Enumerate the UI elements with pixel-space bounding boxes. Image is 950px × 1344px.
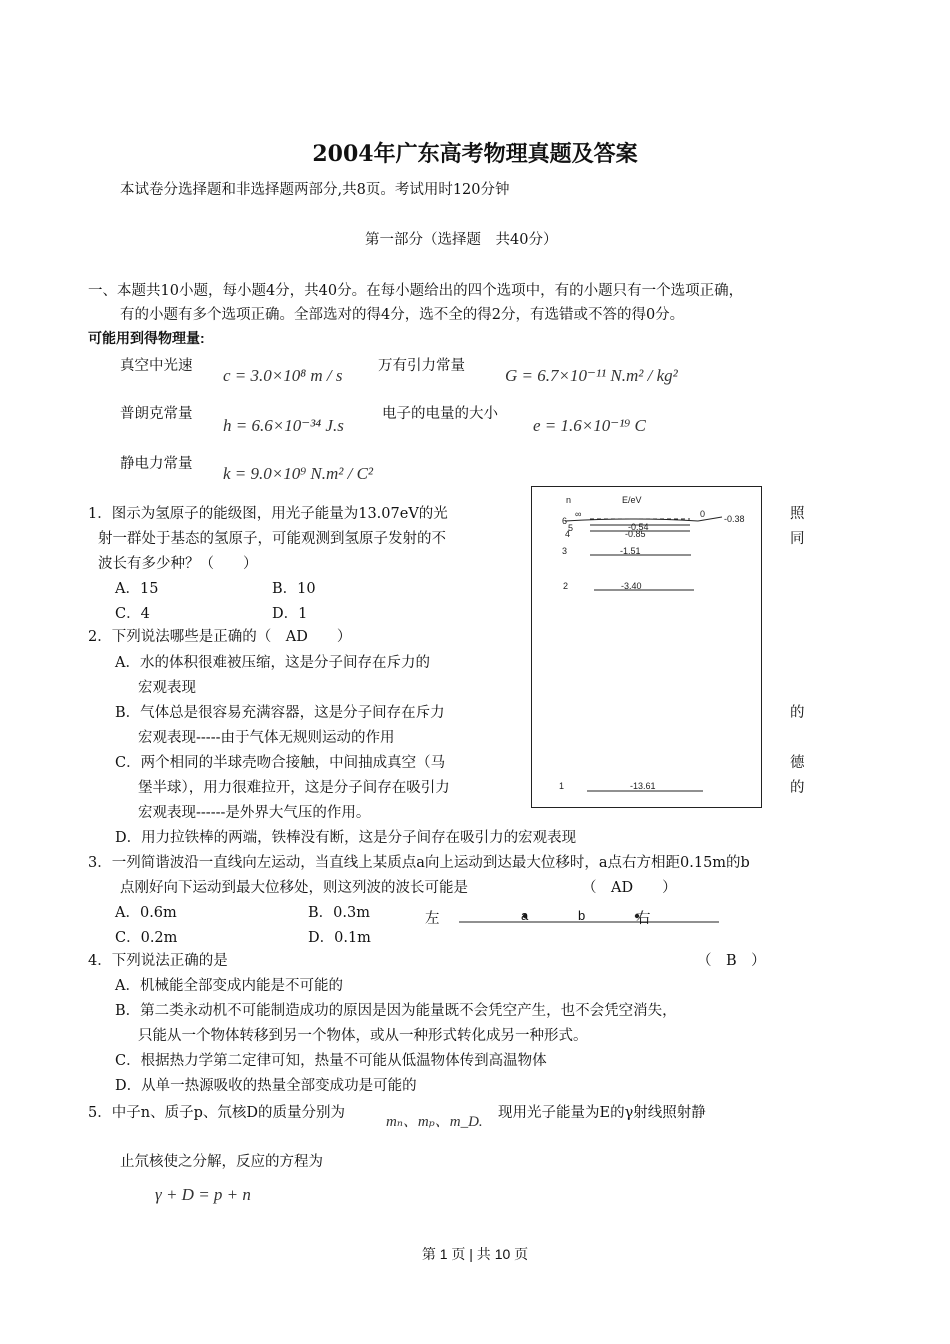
- diagram-level-6-energy: -0.38: [724, 514, 745, 524]
- q4-option-b-line1: B．第二类永动机不可能制造成功的原因是因为能量既不会凭空产生，也不会凭空消失，: [115, 1003, 677, 1019]
- electron-charge-label: 电子的电量的大小: [382, 406, 498, 422]
- diagram-level-infinity-line: [565, 519, 698, 521]
- q3-option-a: A．0.6m: [115, 905, 177, 921]
- q4-answer: （ B ）: [697, 953, 766, 969]
- light-speed-formula: c = 3.0×10⁸ m / s: [223, 366, 343, 385]
- q2-option-c-line1: C．两个相同的半球壳吻合接触，中间抽成真空（马: [115, 755, 446, 771]
- q1-line3: 波长有多少种？（ ）: [98, 556, 258, 572]
- electron-charge-formula: e = 1.6×10⁻¹⁹ C: [533, 416, 646, 435]
- page-footer: 第 1 页 | 共 10 页: [421, 1246, 529, 1262]
- wave-line-diagram: [455, 905, 725, 929]
- q2-option-c-tail1: 德: [790, 755, 805, 771]
- q5-line1-start: 5．中子n、质子p、氘核D的质量分别为: [88, 1105, 345, 1121]
- q4-option-c: C．根据热力学第二定律可知，热量不可能从低温物体传到高温物体: [115, 1053, 547, 1069]
- q1-option-a: A．15: [115, 581, 159, 597]
- q2-option-b-line2: 宏观表现-----由于气体无规则运动的作用: [138, 730, 395, 746]
- section-one-line1: 一、本题共10小题，每小题4分，共40分。在每小题给出的四个选项中，有的小题只有一个选项正确，: [88, 283, 744, 299]
- gravitational-formula: G = 6.7×10⁻¹¹ N.m² / kg²: [505, 366, 678, 385]
- diagram-n-header: n: [566, 495, 572, 505]
- diagram-infinity: ∞: [575, 509, 582, 519]
- diagram-zero: 0: [700, 509, 706, 519]
- diagram-level-5-energy: -0.54: [628, 522, 649, 532]
- q1-line2: 射一群处于基态的氢原子，可能观测到氢原子发射的不: [98, 531, 446, 547]
- q3-answer: （ AD ）: [582, 880, 677, 896]
- q4-stem: 4．下列说法正确的是: [88, 953, 228, 969]
- q2-option-d: D．用力拉铁棒的两端，铁棒没有断，这是分子间存在吸引力的宏观表现: [115, 830, 577, 846]
- electrostatic-label: 静电力常量: [120, 456, 193, 472]
- wave-right-label: 右: [636, 911, 651, 927]
- diagram-e-header: E/eV: [622, 495, 642, 505]
- energy-level-diagram: [531, 486, 762, 808]
- diagram-level-1-energy: -13.61: [630, 781, 656, 791]
- page-title: 2004年广东高考物理真题及答案: [312, 141, 638, 167]
- diagram-level-3-energy: -1.51: [620, 546, 641, 556]
- q5-line1-end: 现用光子能量为E的γ射线照射静: [498, 1105, 706, 1121]
- q2-option-c-tail2: 的: [790, 780, 805, 796]
- diagram-level-3-n: 3: [562, 546, 568, 556]
- q2-option-c-line2: 堡半球），用力很难拉开，这是分子间存在吸引力: [138, 780, 450, 796]
- q1-line1-tail: 照: [790, 506, 805, 522]
- diagram-level-2-energy: -3.40: [621, 581, 642, 591]
- q3-option-d: D．0.1m: [308, 930, 371, 946]
- section-one-line2: 有的小题有多个选项正确。全部选对的得4分，选不全的得2分，有选错或不答的得0分。: [120, 307, 685, 323]
- q4-option-a: A．机械能全部变成内能是不可能的: [115, 978, 343, 994]
- wave-left-label: 左: [425, 911, 440, 927]
- intro-text: 本试卷分选择题和非选择题两部分,共8页。考试用时120分钟: [120, 182, 510, 198]
- wave-b-label: b: [578, 908, 586, 923]
- part-heading: 第一部分（选择题 共40分）: [365, 232, 558, 248]
- diagram-level-6-n: 6: [562, 516, 568, 526]
- q5-line2: 止氘核使之分解，反应的方程为: [120, 1154, 323, 1170]
- wave-a-label: a: [521, 908, 529, 923]
- planck-label: 普朗克常量: [120, 406, 193, 422]
- q2-option-c-line3: 宏观表现------是外界大气压的作用。: [138, 805, 371, 821]
- energy-level-svg: [532, 487, 760, 806]
- q3-option-b: B．0.3m: [308, 905, 370, 921]
- electrostatic-formula: k = 9.0×10⁹ N.m² / C²: [223, 464, 374, 483]
- q2-option-b-tail: 的: [790, 705, 805, 721]
- diagram-level-4-n: 4: [565, 529, 571, 539]
- gravitational-label: 万有引力常量: [378, 358, 465, 374]
- q3-option-c: C．0.2m: [115, 930, 178, 946]
- planck-formula: h = 6.6×10⁻³⁴ J.s: [223, 416, 344, 435]
- q4-option-b-line2: 只能从一个物体转移到另一个物体，或从一种形式转化成另一种形式。: [138, 1028, 588, 1044]
- q5-equation: γ + D = p + n: [155, 1185, 251, 1204]
- q3-line1: 3．一列简谐波沿一直线向左运动，当直线上某质点a向上运动到达最大位移时，a点右方相距0.15m的b: [88, 855, 750, 871]
- q5-masses: mₙ、mₚ、m_D.: [386, 1114, 483, 1130]
- q1-line2-tail: 同: [790, 531, 805, 547]
- light-speed-label: 真空中光速: [120, 358, 193, 374]
- diagram-level-4-energy: -0.85: [625, 529, 646, 539]
- q2-option-b-line1: B．气体总是很容易充满容器，这是分子间存在斥力: [115, 705, 445, 721]
- q2-option-a-line1: A．水的体积很难被压缩，这是分子间存在斥力的: [115, 655, 430, 671]
- q1-option-d: D．1: [272, 606, 308, 622]
- q2-option-a-line2: 宏观表现: [138, 680, 196, 696]
- q3-line2: 点刚好向下运动到最大位移处，则这列波的波长可能是: [120, 880, 468, 896]
- diagram-level-1-n: 1: [559, 781, 565, 791]
- diagram-level-2-n: 2: [563, 581, 569, 591]
- q2-stem: 2．下列说法哪些是正确的（ AD ）: [88, 629, 352, 645]
- q1-option-b: B．10: [272, 581, 316, 597]
- constants-heading: 可能用到得物理量:: [88, 330, 205, 346]
- q1-line1: 1．图示为氢原子的能级图，用光子能量为13.07eV的光: [88, 506, 448, 522]
- diagram-level-5-n: 5: [568, 523, 574, 533]
- q1-option-c: C．4: [115, 606, 150, 622]
- q4-option-d: D．从单一热源吸收的热量全部变成功是可能的: [115, 1078, 417, 1094]
